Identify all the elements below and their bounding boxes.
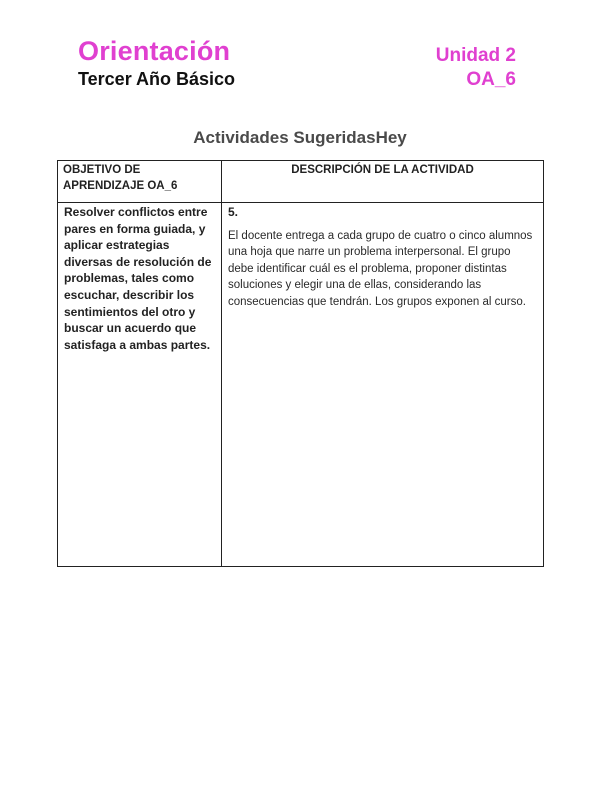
subject-title: Orientación (78, 36, 231, 66)
description-column-header: DESCRIPCIÓN DE LA ACTIVIDAD (222, 161, 544, 203)
grade-title: Tercer Año Básico (78, 69, 236, 89)
document-header-right (436, 44, 516, 92)
activity-table (57, 160, 544, 567)
activity-number: 5. (228, 205, 239, 219)
objective-column-header: OBJETIVO DE APRENDIZAJE OA_6 (58, 161, 222, 203)
document-header-left (78, 34, 235, 90)
activity-description: El docente entrega a cada grupo de cuatro o cinco alumnos una hoja que narre un problema interpersonal. El grupo debe identificar cuál es el problema, proponer distintas soluciones y elegir una de ellas, considerando las consecuencias que tendrán. Los grupos exponen al curso. (228, 230, 533, 308)
section-title: Actividades SugeridasHey (193, 128, 407, 147)
unit-label: Unidad 2 (435, 45, 516, 66)
table-header-row (58, 161, 544, 203)
objective-code-label: OA_6 (466, 69, 516, 90)
table-row (58, 203, 544, 567)
description-cell (222, 203, 544, 567)
objective-cell: Resolver conflictos entre pares en forma guiada, y aplicar estrategias diversas de resolución de problemas, tales como escuchar, describir los sentimientos del otro y buscar un acuerdo que satisfaga a ambas partes. (58, 203, 222, 567)
